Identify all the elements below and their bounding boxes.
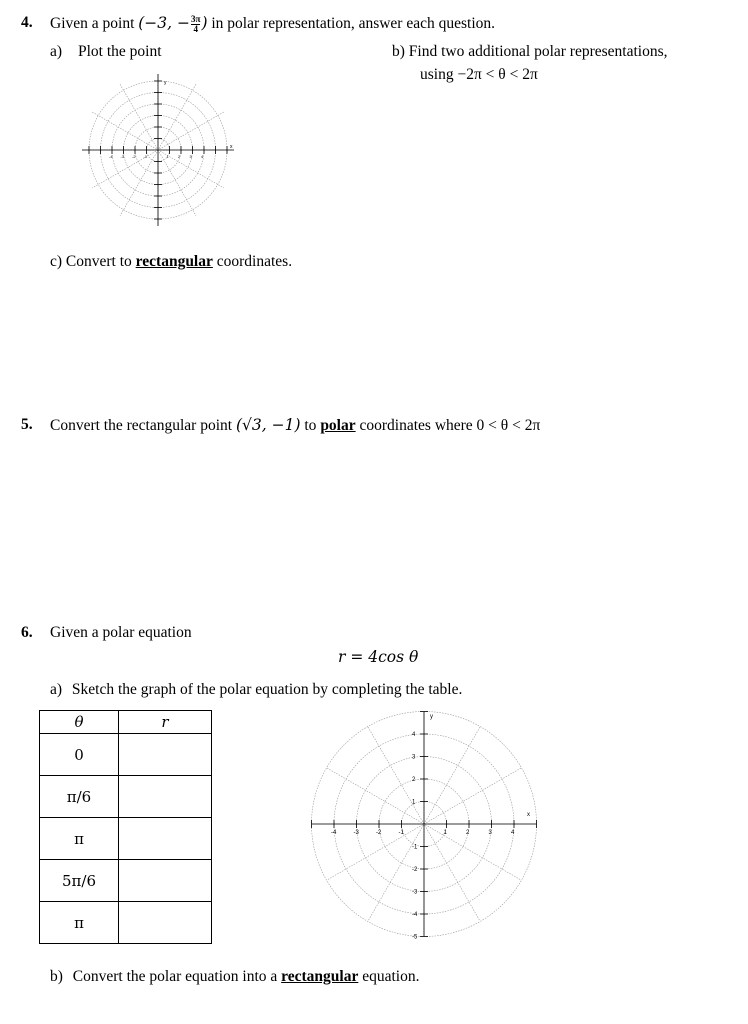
x-tick-label: -1 bbox=[143, 154, 148, 159]
table-r-cell[interactable] bbox=[119, 860, 212, 902]
q4c-label: c) bbox=[50, 253, 63, 270]
y-tick-label: -4 bbox=[412, 912, 418, 918]
table-header-r: r bbox=[119, 711, 212, 734]
large-grid-lines bbox=[312, 712, 537, 937]
value-table bbox=[39, 710, 212, 944]
q5-keyword: polar bbox=[320, 417, 356, 434]
table-row bbox=[40, 902, 212, 944]
q6a-text: Sketch the graph of the polar equation by completing the table. bbox=[71, 681, 463, 698]
q5-text-before: Convert the rectangular point bbox=[50, 417, 233, 434]
q6-equation: r = 4cos θ bbox=[338, 648, 419, 666]
x-tick-label: 1 bbox=[166, 154, 169, 159]
table-header-theta: θ bbox=[40, 711, 119, 734]
x-tick-label: -4 bbox=[331, 830, 337, 836]
q5-text-mid: to bbox=[304, 417, 317, 434]
q4-text-after: in polar representation, answer each question. bbox=[211, 15, 496, 32]
table-theta-cell: 0 bbox=[40, 734, 119, 776]
q6-text: Given a polar equation bbox=[50, 624, 192, 641]
q4c-text-before: Convert to bbox=[65, 253, 132, 270]
x-tick-label: 4 bbox=[511, 830, 515, 836]
y-tick-label: 2 bbox=[412, 777, 416, 783]
q6b-text-after: equation. bbox=[362, 968, 420, 985]
q4a-text: Plot the point bbox=[78, 43, 162, 60]
table-theta-cell: π bbox=[40, 818, 119, 860]
table-row bbox=[40, 818, 212, 860]
table-r-cell[interactable] bbox=[119, 734, 212, 776]
x-tick-label: 2 bbox=[178, 154, 181, 159]
question-5-prompt bbox=[50, 416, 540, 435]
table-theta-cell: 5π/6 bbox=[40, 860, 119, 902]
question-4-prompt bbox=[50, 14, 495, 34]
q4-frac-den: 4 bbox=[193, 23, 198, 34]
x-tick-label: -4 bbox=[109, 154, 113, 159]
small-polar-grid[interactable] bbox=[80, 72, 238, 230]
q6b-keyword: rectangular bbox=[281, 968, 359, 985]
y-tick-label: -1 bbox=[412, 844, 418, 851]
table-row bbox=[40, 776, 212, 818]
q4-frac-num: 3π bbox=[191, 13, 201, 24]
table-r-cell[interactable] bbox=[119, 902, 212, 944]
x-tick-label: -2 bbox=[132, 154, 136, 159]
y-tick-label: 1 bbox=[412, 799, 416, 806]
q4a-label: a) bbox=[50, 43, 63, 60]
x-tick-label: 3 bbox=[189, 154, 192, 159]
small-grid-y-label: y bbox=[164, 80, 167, 86]
question-6a bbox=[50, 681, 462, 699]
y-tick-label: 3 bbox=[412, 754, 416, 761]
table-theta-cell: π/6 bbox=[40, 776, 119, 818]
table-row bbox=[40, 860, 212, 902]
x-tick-label: -1 bbox=[398, 830, 404, 836]
y-tick-label: -5 bbox=[412, 934, 418, 941]
x-tick-label: -3 bbox=[120, 154, 125, 159]
question-number-6: 6. bbox=[21, 624, 33, 641]
q6a-label: a) bbox=[50, 681, 63, 698]
question-number-5: 5. bbox=[21, 416, 33, 433]
q5-text-after: coordinates where 0 < θ < 2π bbox=[359, 417, 541, 434]
x-tick-label: 4 bbox=[201, 154, 204, 159]
x-tick-label: 1 bbox=[443, 830, 447, 836]
table-r-cell[interactable] bbox=[119, 818, 212, 860]
q4c-text-after: coordinates. bbox=[216, 253, 293, 270]
q4-point-close: ) bbox=[201, 14, 208, 32]
y-tick-label: -3 bbox=[412, 889, 418, 896]
q4-fraction bbox=[191, 15, 200, 34]
x-tick-label: 3 bbox=[488, 830, 492, 836]
small-grid-lines bbox=[82, 74, 234, 226]
x-tick-label: -3 bbox=[353, 830, 359, 836]
question-4c bbox=[50, 253, 292, 271]
y-tick-label: -2 bbox=[412, 867, 418, 873]
table-theta-cell: π bbox=[40, 902, 119, 944]
q4b-label: b) bbox=[392, 43, 405, 60]
large-polar-grid[interactable] bbox=[310, 708, 540, 943]
small-grid-x-label: x bbox=[230, 144, 233, 150]
q4c-keyword: rectangular bbox=[135, 253, 213, 270]
q4b-text: Find two additional polar representations, bbox=[408, 43, 668, 60]
large-grid-x-label: x bbox=[527, 812, 530, 818]
q4b-text-line2: using −2π < θ < 2π bbox=[420, 66, 538, 83]
q4-text-before: Given a point bbox=[50, 15, 135, 32]
q5-point: (√3, −1) bbox=[235, 416, 301, 434]
large-grid-ticks bbox=[331, 732, 515, 941]
y-tick-label: 4 bbox=[412, 732, 416, 738]
x-tick-label: -2 bbox=[376, 830, 382, 836]
question-6b bbox=[50, 968, 419, 986]
q4-point-open: (−3, − bbox=[138, 14, 190, 32]
small-grid-ticks bbox=[109, 154, 204, 159]
question-number-4: 4. bbox=[21, 14, 33, 31]
x-tick-label: 2 bbox=[466, 830, 470, 836]
large-grid-y-label: y bbox=[430, 714, 433, 720]
q6b-label: b) bbox=[50, 968, 63, 985]
table-row bbox=[40, 734, 212, 776]
q6b-text-before: Convert the polar equation into a bbox=[72, 968, 278, 985]
q4b-text-line1 bbox=[392, 43, 668, 61]
table-r-cell[interactable] bbox=[119, 776, 212, 818]
